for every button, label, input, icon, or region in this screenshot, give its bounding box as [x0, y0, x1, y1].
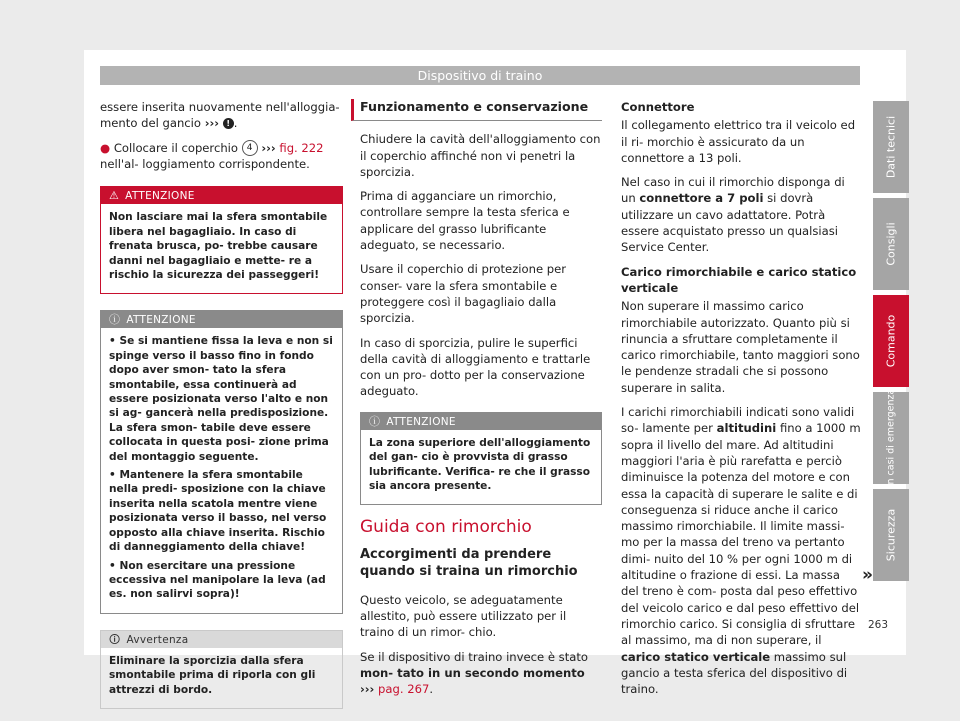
paragraph: I carichi rimorchiabili indicati sono validi so- lamente per altitudini fino a 1000 m sopra il livello del mare. Ad altitudini maggiori l'aria è più rarefatta e perciò diminuisce la potenza del motore e con essa la capacità di superare le salite e di conseguenza si riduce anche il carico massimo rimorchiabile. Il limite massi- mo per la massa del treno va pertanto dimi- nuito del 10 % per ogni 1000 m di altitudine o frazione di essi. La massa del treno è com- posta dal peso effettivo del veicolo carico e dal peso effettivo del rimorchio carico. Si consiglia di sfruttare al massimo, ma di non superare, il carico statico verticale massimo sul gancio a testa sferica del dispositivo di traino. [621, 405, 861, 697]
caution-header: ⓘ ATTENZIONE [361, 413, 601, 430]
tab-emergenza[interactable]: In casi di emergenza [873, 392, 909, 484]
paragraph: essere inserita nuovamente nell'alloggia- mento del gancio ››› ! . [100, 100, 340, 131]
warning-header: ⚠ ATTENZIONE [101, 187, 342, 204]
warning-triangle-icon: ⚠ [109, 189, 120, 203]
tab-consigli[interactable]: Consigli [873, 198, 909, 290]
page-number: 263 [868, 619, 889, 631]
continue-arrow-icon: » [862, 565, 873, 585]
column-right: Connettore Il collegamento elettrico tra il veicolo ed il ri- morchio è assicurato da un connettore a 13 poli. Nel caso in cui il rimorchio disponga di un connettore a 7 poli si dovrà utilizzare un cavo adattatore. Potrà essere acquistato presso un qualsiasi Service Center. Carico rimorchiabile e carico statico verticale Non superare il massimo carico rimorchiabile autorizzato. Quanto più si rinuncia a sfruttare completamente il carico rimorchiabile, tanto maggiori sono le pendenze stradali che si possono superare in salita. I carichi rimorchiabili indicati sono validi so- lamente per altitudini fino a 1000 m sopra il livello del mare. Ad altitudini maggiori l'aria è più rarefatta e perciò diminuisce la potenza del motore e con essa la capacità di superare le salite e di conseguenza si riduce anche il carico massimo rimorchiabile. Il limite massi- mo per la massa del treno va pertanto dimi- nuito del 10 % per ogni 1000 m di altitudine o frazione di essi. La massa del treno è com- posta dal peso effettivo del veicolo carico e dal peso effettivo del rimorchio carico. Si consiglia di sfruttare al massimo, ma di non superare, il carico statico verticale massimo sul gancio a testa sferica del dispositivo di traino. [621, 100, 861, 697]
caution-box [100, 310, 343, 613]
section-title: Funzionamento e conservazione [351, 99, 602, 121]
info-circle-icon: ⓘ [109, 313, 121, 327]
page-header: Dispositivo di traino [100, 66, 860, 85]
bullet-icon: • [109, 469, 116, 482]
tab-sicurezza[interactable]: Sicurezza [873, 489, 909, 581]
paragraph: Se il dispositivo di traino invece è stato mon- tato in un secondo momento ››› pag. 267. [360, 649, 588, 697]
note-header: 🛈 Avvertenza [101, 631, 342, 648]
caution-header: ⓘ ATTENZIONE [101, 311, 342, 328]
figure-link[interactable]: fig. 222 [279, 140, 324, 155]
caution-text: • Se si mantiene fissa la leva e non si spinge verso il basso fino in fondo dopo aver smon- tato la sfera smontabile, essa continuerà ad essere posizionata verso l'alto e non si ag- gancerà nella predisposizione. La sfera smon- tabile deve essere collocata in questa posi- zione prima del montaggio seguente. • Mantenere la sfera smontabile nella predi- sposizione con la chiave inserita nella scatola mentre viene posizionata verso il basso, nel verso opposto alla chiave inserita. Rischio di danneggiamento della chiave! • Non esercitare una pressione eccessiva nel manipolare la leva (ad es. non salirvi sopra)! [109, 335, 333, 601]
tab-comando[interactable]: Comando [873, 295, 909, 387]
bullet-icon: • [109, 559, 116, 572]
heading-connector: Connettore [621, 100, 695, 114]
tab-dati-tecnici[interactable]: Dati tecnici [873, 101, 909, 193]
caution-box [360, 412, 602, 506]
bullet-icon: ● [100, 140, 111, 155]
info-circle-icon: ⓘ [369, 414, 381, 428]
note-text: Eliminare la sporcizia dalla sfera smontabile prima di riporla con gli attrezzi di bordo. [109, 654, 316, 696]
note-icon: 🛈 [109, 632, 121, 646]
bullet-item: ● Collocare il coperchio 4 ››› fig. 222 nell'al- loggiamento corrispondente. [100, 140, 324, 172]
subsection-title: Accorgimenti da prendere quando si traina un rimorchio [360, 546, 578, 579]
page-link[interactable]: pag. 267 [378, 682, 430, 697]
warning-text: Non lasciare mai la sfera smontabile libera nel bagagliaio. In caso di frenata brusca, po- trebbe causare danni nel bagagliaio e mette- re a rischio la sicurezza dei passeggeri! [109, 211, 328, 282]
warning-box [100, 186, 343, 294]
column-middle: Funzionamento e conservazione Chiudere la cavità dell'alloggiamento con il coperchio affinché non vi penetri la sporcizia. Prima di agganciare un rimorchio, controllare sempre la testa sferica e applicare del grasso lubrificante adeguato, se necessario. Usare il coperchio di protezione per conser- vare la sfera smontabile e proteggere così il bagagliaio dalla sporcizia. In caso di sporcizia, pulire le superfici della cavità di alloggiamento e trattarle con un pro- dotto per la conservazione adeguato. ⓘ ATTENZIONE La zona superiore dell'alloggiamento del gan- cio è provvista di grasso lubrificante. Verifica- re che il grasso sia ancora presente. Guida con rimorchio Accorgimenti da prendere quando si traina un rimorchio Questo veicolo, se adeguatamente allestito, può essere utilizzato per il traino di un rimor- chio. Se il dispositivo di traino invece è stato mon- tato in un secondo momento ››› pag. 267. [360, 99, 602, 705]
bullet-icon: • [109, 335, 116, 348]
heading-trailer-load: Carico rimorchiabile e carico statico verticale [621, 264, 857, 295]
note-box [100, 630, 343, 709]
warning-ref-icon: ! [223, 118, 234, 129]
chapter-title: Guida con rimorchio [360, 517, 532, 538]
callout-number: 4 [242, 140, 258, 156]
column-left [100, 99, 343, 721]
caution-text: La zona superiore dell'alloggiamento del gan- cio è provvista di grasso lubrificante. Verifica- re che il grasso sia ancora presente. [369, 436, 591, 492]
paragraph: Nel caso in cui il rimorchio disponga di un connettore a 7 poli si dovrà utilizzare un cavo adattatore. Potrà essere acquistato presso un qualsiasi Service Center. [621, 175, 845, 255]
